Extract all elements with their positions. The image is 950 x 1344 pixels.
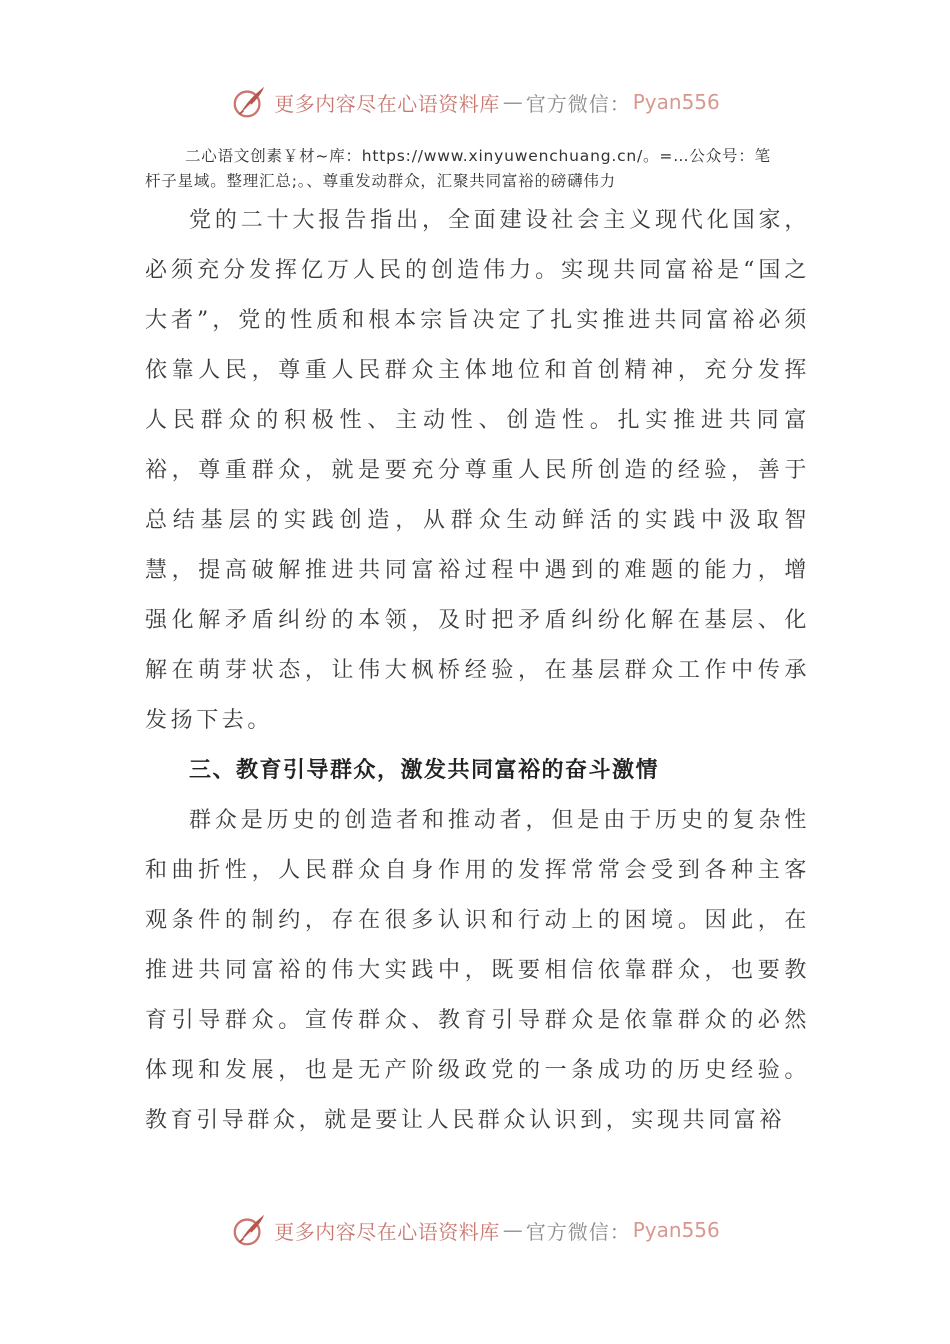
banner-dash: — [502, 1218, 523, 1242]
official-wechat-label: 官方微信： [525, 91, 631, 116]
source-notice [145, 144, 810, 194]
footer-banner [0, 1210, 950, 1250]
section-heading: 三、教育引导群众，激发共同富裕的奋斗激情 [189, 758, 660, 783]
notice-line-1: 二心语文创素￥材~库：https://www.xinyuwenchuang.cn/。=…公众号：笔 [185, 147, 771, 165]
paragraph-2: 群众是历史的创造者和推动者，但是由于历史的复杂性和曲折性，人民群众自身作用的发挥常常会受到各种主客观条件的制约，存在很多认识和行动上的困境。因此，在推进共同富裕的伟大实践中，既要相信依靠群众，也要教育引导群众。宣传群众、教育引导群众是依靠群众的必然体现和发展，也是无产阶级政党的一条成功的历史经验。教育引导群众，就是要让人民群众认识到，实现共同富裕 [145, 808, 810, 1133]
brand-name: 更多内容尽在心语资料库 [274, 91, 500, 116]
header-banner [0, 82, 950, 122]
wechat-id: Pyan556 [632, 1218, 720, 1242]
quill-pen-circle-icon [230, 83, 268, 121]
paragraph-1: 党的二十大报告指出，全面建设社会主义现代化国家，必须充分发挥亿万人民的创造伟力。实现共同富裕是“国之大者”，党的性质和根本宗旨决定了扎实推进共同富裕必须依靠人民，尊重人民群众主体地位和首创精神，充分发挥人民群众的积极性、主动性、创造性。扎实推进共同富裕，尊重群众，就是要充分尊重人民所创造的经验，善于总结基层的实践创造，从群众生动鲜活的实践中汲取智慧，提高破解推进共同富裕过程中遇到的难题的能力，增强化解矛盾纠纷的本领，及时把矛盾纠纷化解在基层、化解在萌芽状态，让伟大枫桥经验，在基层群众工作中传承发扬下去。 [145, 208, 810, 733]
quill-pen-circle-icon [230, 1211, 268, 1249]
article-body [145, 196, 810, 1146]
banner-dash: — [502, 90, 523, 114]
official-wechat-label: 官方微信： [525, 1219, 631, 1244]
notice-line-2: 杆子星域。整理汇总;。、尊重发动群众，汇聚共同富裕的磅礴伟力 [145, 172, 616, 190]
brand-name: 更多内容尽在心语资料库 [274, 1219, 500, 1244]
wechat-id: Pyan556 [632, 90, 720, 114]
